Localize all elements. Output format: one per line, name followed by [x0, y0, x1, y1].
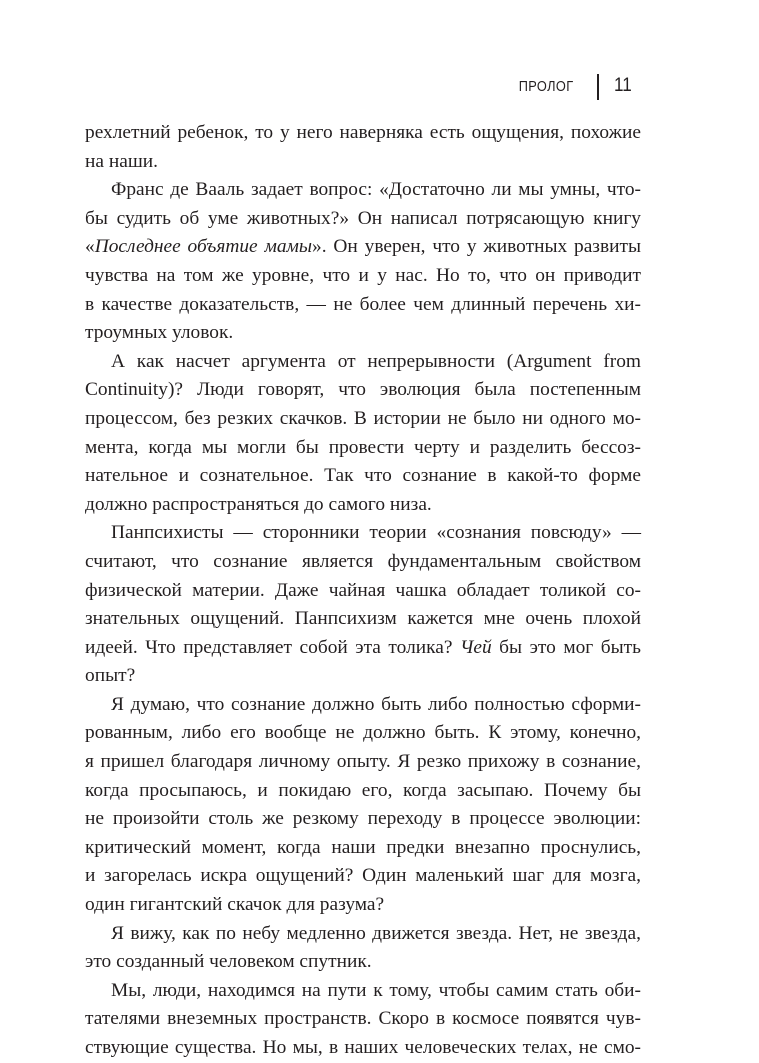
text-line: не произойти столь же резкому переходу в процессе эволюции: — [85, 808, 641, 830]
text-line: Панпсихисты — сторонники теории «сознания повсюду» — — [111, 522, 641, 544]
text-line: Я вижу, как по небу медленно движется звезда. Нет, не звезда, — [111, 922, 641, 944]
text-line: Мы, люди, находимся на пути к тому, чтобы самим стать оби- — [111, 979, 641, 1001]
quote-open: « — [85, 236, 95, 258]
text-line: тателями внеземных пространств. Скоро в космосе появятся чув- — [85, 1008, 641, 1030]
text-line: Continuity)? Люди говорят, что эволюция была постепенным — [85, 379, 641, 401]
emphasis: Чей — [460, 636, 492, 658]
text-line: в качестве доказательств, — не более чем длинный перечень хи- — [85, 293, 641, 315]
text-line: когда просыпаюсь, и покидаю его, когда засыпаю. Почему бы — [85, 779, 641, 801]
text-line: знательных ощущений. Панпсихизм кажется мне очень плохой — [85, 608, 641, 630]
text-line — [85, 233, 641, 262]
paragraph-4 — [85, 519, 641, 691]
text-line — [85, 634, 641, 663]
text-line: физической материи. Даже чайная чашка обладает толикой со- — [85, 579, 641, 601]
running-header — [0, 74, 759, 102]
text-line: критический момент, когда наши предки внезапно проснулись, — [85, 836, 641, 858]
text-line: и загорелась искра ощущений? Один маленький шаг для мозга, — [85, 865, 641, 887]
text-line: троумных уловок. — [85, 322, 234, 344]
text-fragment: бы это мог быть — [491, 636, 641, 658]
text-line: Я думаю, что сознание должно быть либо полностью сформи- — [111, 693, 641, 715]
book-title: Последнее объятие мамы — [94, 236, 313, 258]
text-line: мента, когда мы могли бы провести черту и разделить бессоз- — [85, 436, 641, 458]
paragraph-2 — [85, 176, 641, 348]
text-line: бы судить об уме животных?» Он написал потрясающую книгу — [85, 207, 641, 229]
text-line: процессом, без резких скачков. В истории не было ни одного мо- — [85, 407, 641, 429]
page-body — [85, 119, 641, 1063]
text-line: считают, что сознание является фундаментальным свойством — [85, 550, 641, 572]
paragraph-3 — [85, 348, 641, 520]
paragraph-7 — [85, 977, 641, 1063]
text-fragment: ». Он уверен, что у животных развиты — [312, 236, 641, 258]
paragraph-6 — [85, 920, 641, 977]
text-line: А как насчет аргумента от непрерывности (Argument from — [111, 350, 641, 372]
text-line: рехлетний ребенок, то у него наверняка есть ощущения, похожие — [85, 122, 641, 143]
text-line: чувства на том же уровне, что и у нас. Но то, что он приводит — [85, 264, 641, 286]
text-line: один гигантский скачок для разума? — [85, 894, 385, 916]
chapter-title: ПРОЛОГ — [519, 78, 574, 95]
text-line: ствующие существа. Но мы, в наших человеческих телах, не смо- — [85, 1037, 641, 1058]
text-line: должно распространяться до самого низа. — [85, 493, 432, 515]
paragraph-5 — [85, 691, 641, 920]
text-line: на наши. — [85, 150, 158, 172]
text-line: я пришел благодаря личному опыту. Я резко прихожу в сознание, — [85, 751, 641, 773]
text-line: рованным, либо его вообще не должно быть. К этому, конечно, — [85, 722, 641, 744]
paragraph-1 — [85, 119, 641, 176]
text-line: опыт? — [85, 665, 136, 687]
header-divider — [597, 74, 599, 100]
text-fragment: идеей. Что представляет собой эта толика? — [85, 636, 460, 658]
text-line: это созданный человеком спутник. — [85, 951, 372, 973]
text-line: нательное и сознательное. Так что сознание в какой-то форме — [85, 465, 641, 487]
page-number: 11 — [614, 75, 632, 96]
text-line: Франс де Вааль задает вопрос: «Достаточно ли мы умны, что- — [111, 179, 641, 201]
